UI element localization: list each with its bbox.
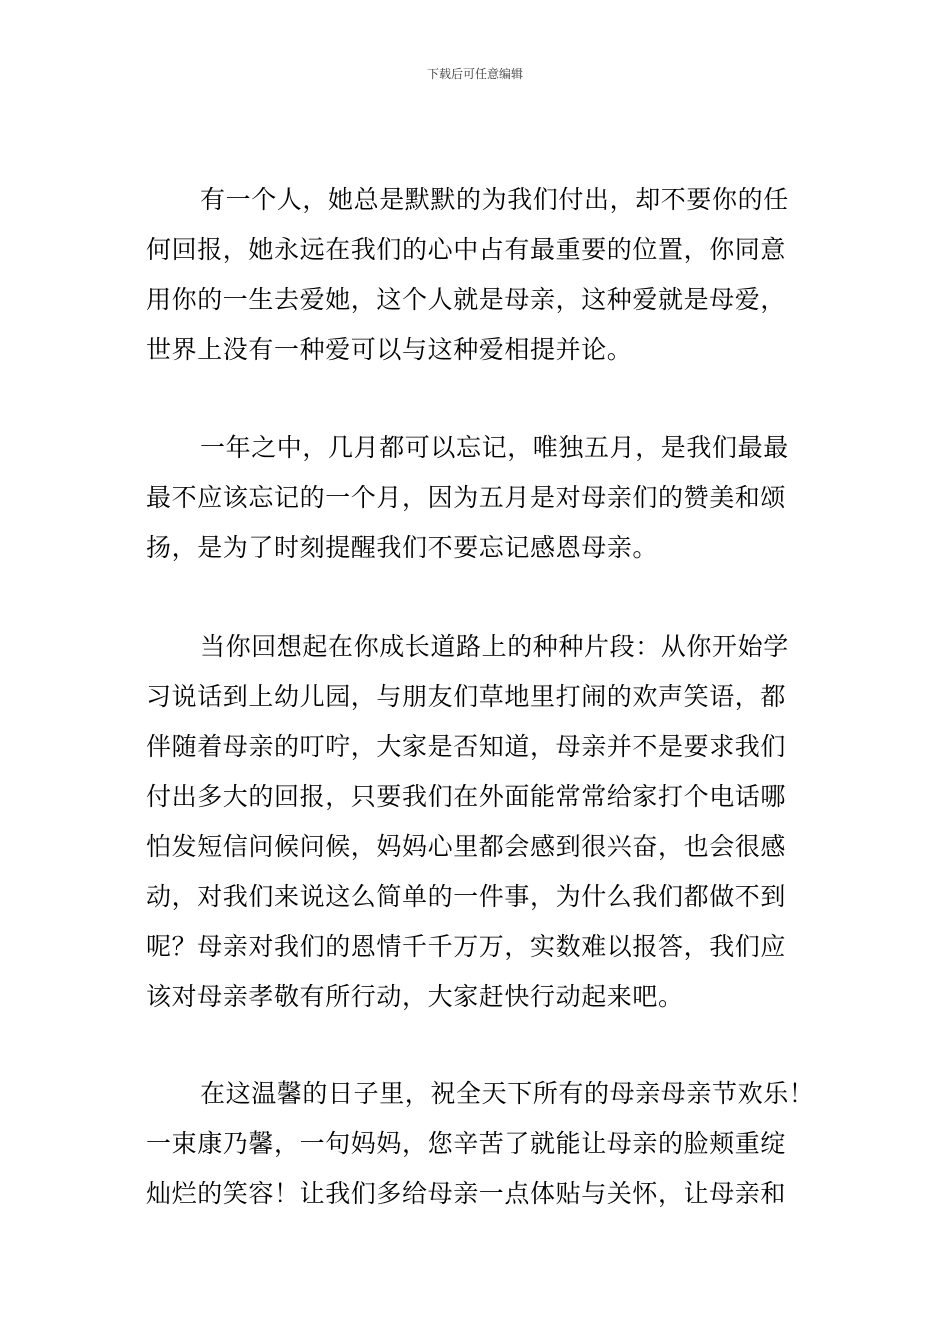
text-line: 世界上没有一种爱可以与这种爱相提并论。 bbox=[146, 335, 633, 364]
text-line: 最不应该忘记的一个月，因为五月是对母亲们的赞美和颂 bbox=[146, 483, 787, 512]
text-line: 一束康乃馨，一句妈妈，您辛苦了就能让母亲的脸颊重绽 bbox=[146, 1129, 787, 1158]
text-line: 伴随着母亲的叮咛，大家是否知道，母亲并不是要求我们 bbox=[146, 732, 787, 761]
paragraph-2 bbox=[146, 423, 808, 573]
text-line: 怕发短信问候问候，妈妈心里都会感到很兴奋，也会很感 bbox=[146, 832, 787, 861]
text-line: 呢？母亲对我们的恩情千千万万，实数难以报答，我们应 bbox=[146, 932, 787, 961]
text-line: 一年之中，几月都可以忘记，唯独五月，是我们最最 bbox=[200, 433, 789, 462]
text-line: 习说话到上幼儿园，与朋友们草地里打闹的欢声笑语，都 bbox=[146, 682, 787, 711]
paragraph-1 bbox=[146, 175, 808, 375]
text-line: 当你回想起在你成长道路上的种种片段：从你开始学 bbox=[200, 632, 789, 661]
text-line: 有一个人，她总是默默的为我们付出，却不要你的任 bbox=[200, 185, 789, 214]
text-line: 何回报，她永远在我们的心中占有最重要的位置，你同意 bbox=[146, 235, 787, 264]
header-note: 下载后可任意编辑 bbox=[426, 67, 523, 81]
text-line: 在这温馨的日子里，祝全天下所有的母亲母亲节欢乐！ bbox=[200, 1079, 815, 1108]
text-line: 付出多大的回报，只要我们在外面能常常给家打个电话哪 bbox=[146, 782, 787, 811]
paragraph-4 bbox=[146, 1069, 815, 1219]
text-line: 动，对我们来说这么简单的一件事，为什么我们都做不到 bbox=[146, 882, 787, 911]
text-line: 扬，是为了时刻提醒我们不要忘记感恩母亲。 bbox=[146, 533, 659, 562]
text-line: 用你的一生去爱她，这个人就是母亲，这种爱就是母爱， bbox=[146, 285, 787, 314]
text-line: 该对母亲孝敬有所行动，大家赶快行动起来吧。 bbox=[146, 982, 684, 1011]
text-line: 灿烂的笑容！让我们多给母亲一点体贴与关怀，让母亲和 bbox=[146, 1179, 787, 1208]
paragraph-3 bbox=[146, 622, 808, 1022]
